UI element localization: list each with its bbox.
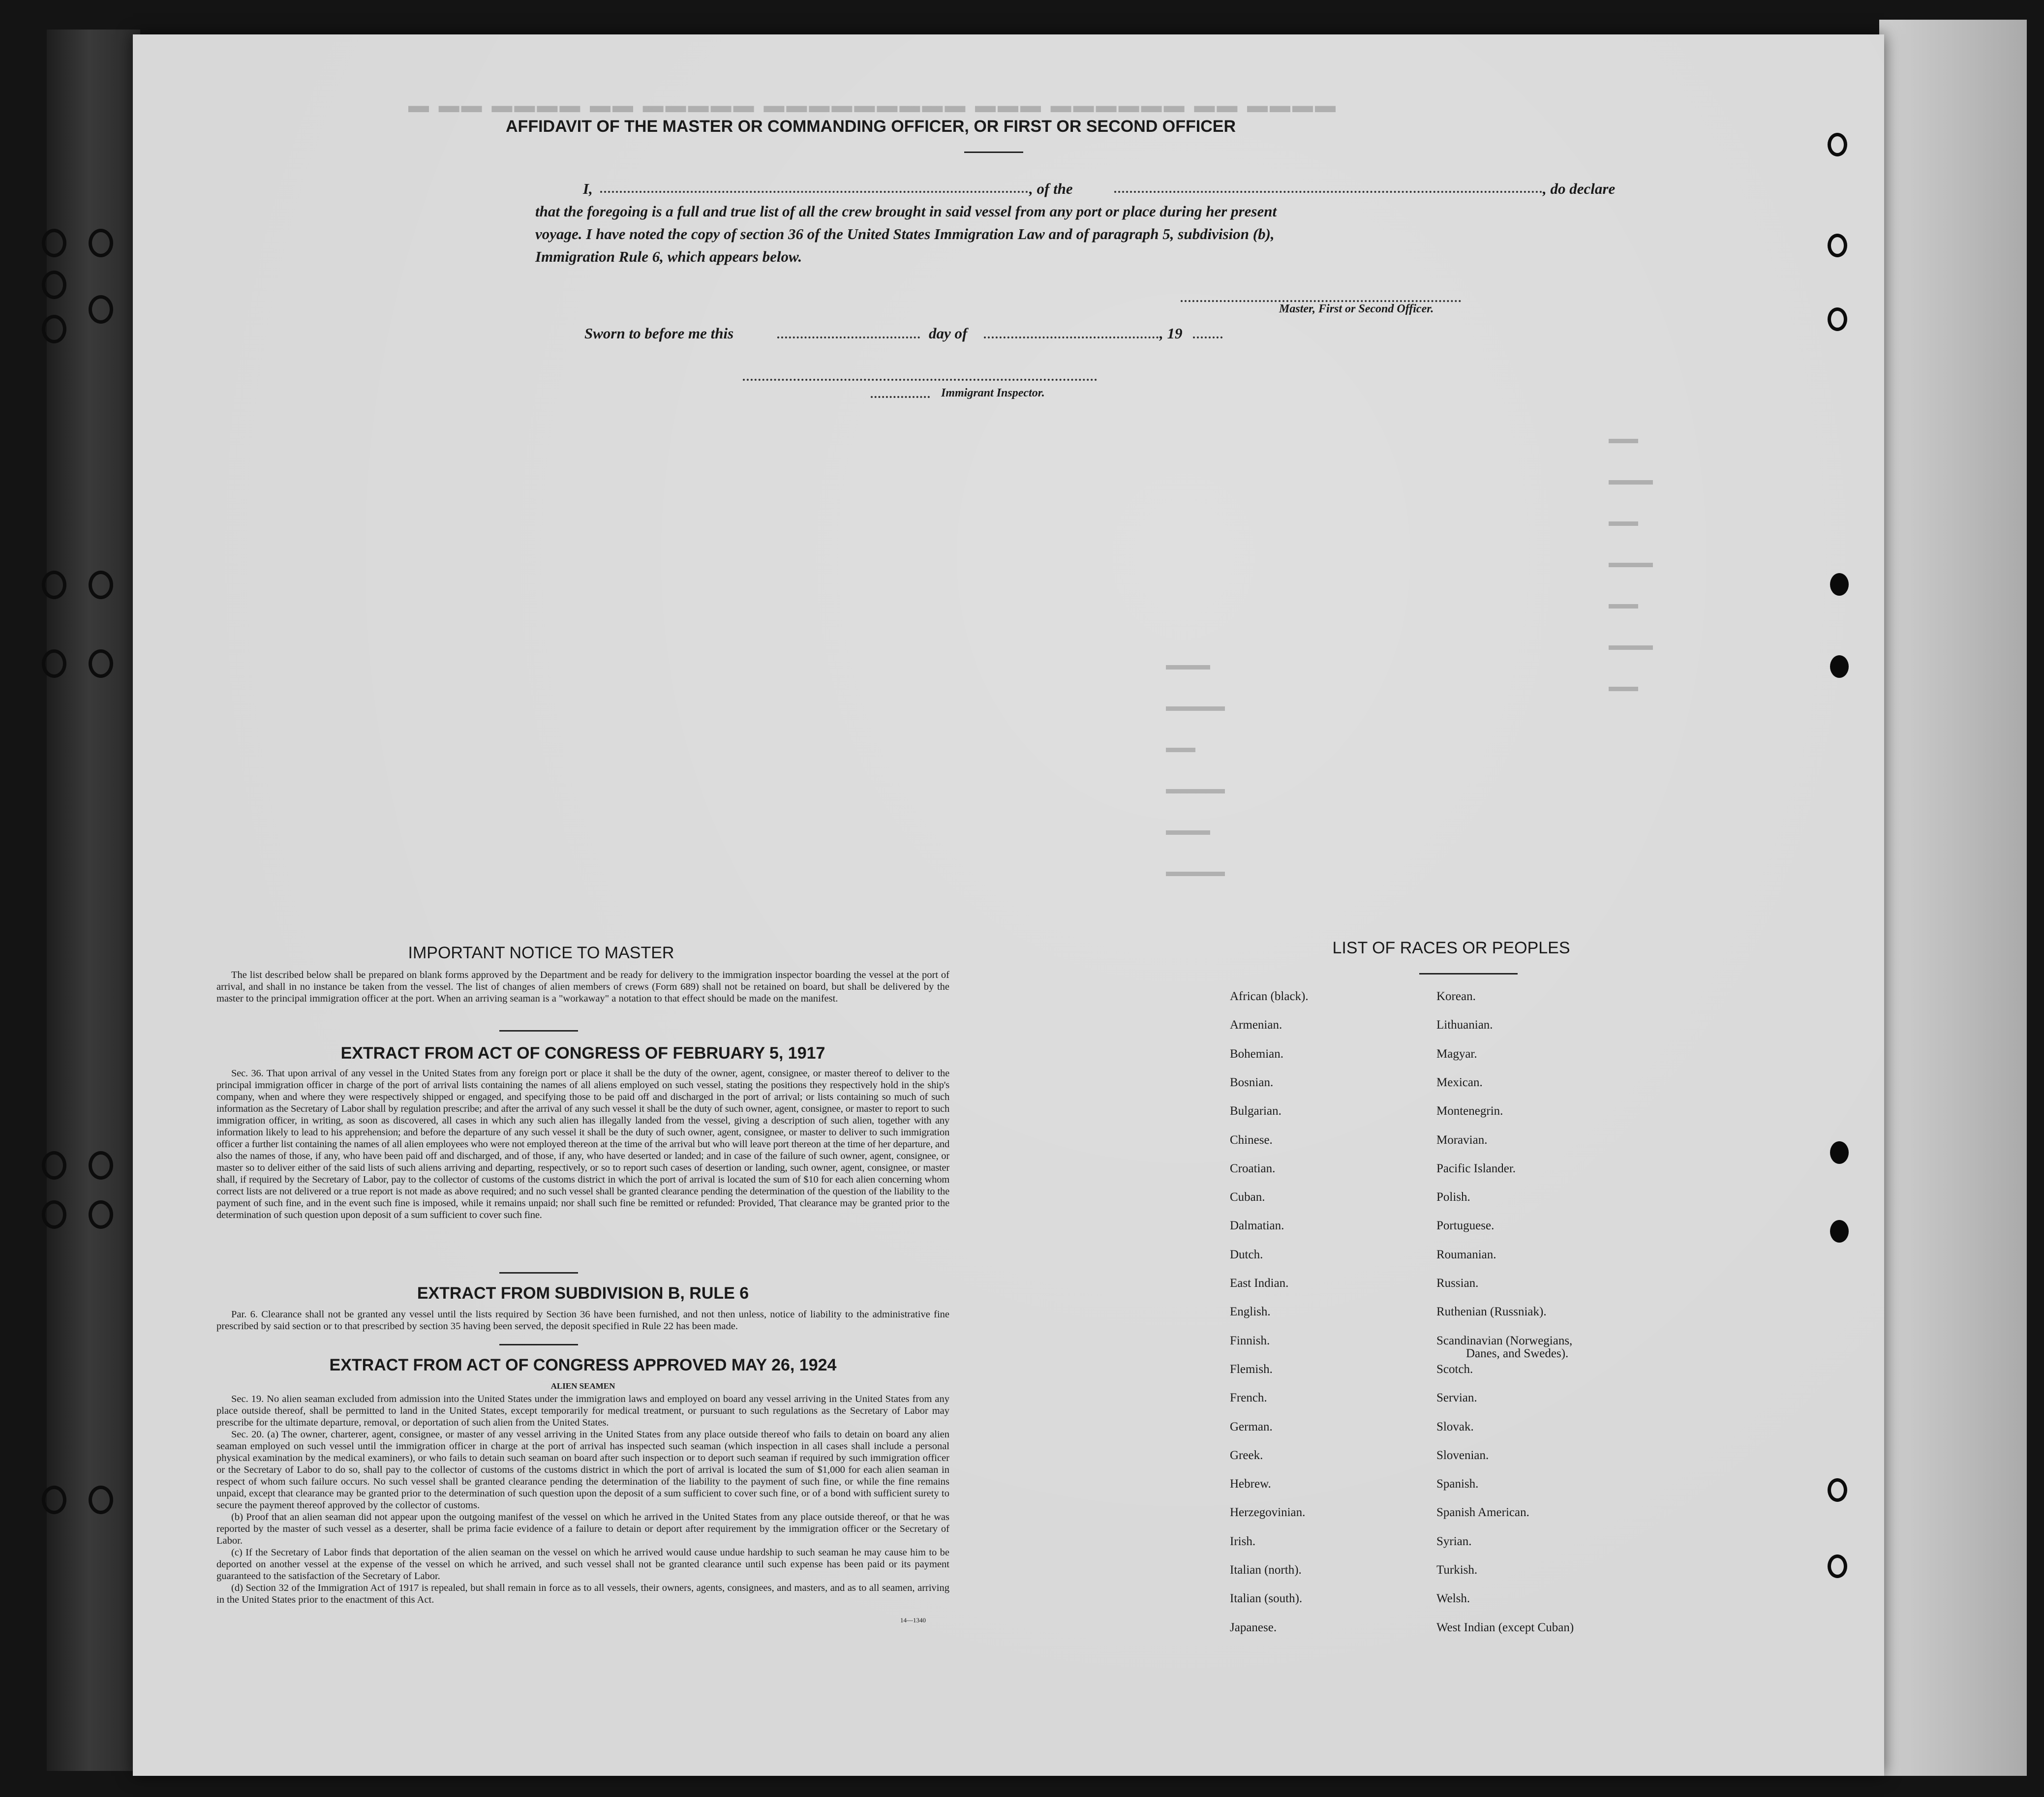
extract-1924-paragraph: Sec. 20. (a) The owner, charterer, agent, consignee, or master of any vessel arriving in the United States from any place outside thereof who fails to detain on board any alien seaman employed on such vessel until the immigration officer in charge at the port of arrival has inspected such seaman (which inspection in all cases shall include a personal physical examination by the medical examiners), or who fails to detain such seaman on board after such inspection or to deport such seaman if required by such immigration officer or the Secretary of Labor to do so, shall pay to the collector of customs of the customs district in which the port of arrival is located the sum of $1,000 for each alien seaman in respect of whom such failure occurs. No such vessel shall be granted clearance pending the determination of the liability to the payment of such fine, or while the fine remains unpaid, except that clearance may be granted prior to the determination of such question upon the deposit of a sum sufficient to cover such fine, or of a bond with sufficient surety to secure the payment thereof approved by the collector of customs. — [216, 1429, 949, 1511]
race-item: Welsh. — [1436, 1592, 1470, 1606]
binder-ring-icon — [89, 1486, 113, 1514]
binder-ring-icon — [42, 1486, 66, 1514]
affidavit-text-line: that the foregoing is a full and true list of all the crew brought in said vessel from any port or place during her present — [535, 203, 1277, 220]
affidavit-text-line: Immigration Rule 6, which appears below. — [535, 248, 802, 265]
race-item: English. — [1230, 1305, 1271, 1319]
inspector-signature-field[interactable] — [743, 379, 1097, 381]
binder-ring-icon — [1828, 1478, 1847, 1502]
divider — [499, 1272, 578, 1274]
right-binding-strip — [1879, 20, 2027, 1776]
race-item: Spanish American. — [1436, 1506, 1529, 1520]
race-item: Dutch. — [1230, 1248, 1263, 1261]
affidavit-declare-label: , do declare — [1543, 180, 1616, 197]
race-item: Lithuanian. — [1436, 1018, 1493, 1032]
affidavit-declarant-label: I, — [583, 180, 593, 197]
race-item: Turkish. — [1436, 1563, 1478, 1577]
inspector-caption: Immigrant Inspector. — [941, 387, 1045, 399]
affidavit-of-the-label: , of the — [1029, 180, 1073, 197]
divider — [499, 1344, 578, 1345]
race-item: Roumanian. — [1436, 1248, 1496, 1261]
binder-ring-icon — [89, 649, 113, 678]
race-item: Montenegrin. — [1436, 1104, 1503, 1118]
binder-ring-icon — [1828, 234, 1847, 257]
race-item: Servian. — [1436, 1391, 1477, 1405]
bleed-through-text: ▬ ▬▬ ▬▬▬▬ ▬▬ ▬▬▬▬▬ ▬▬▬▬▬▬▬▬▬ ▬▬▬ ▬▬▬▬▬▬ ▬▬ ▬▬▬▬ — [408, 93, 1338, 117]
declarant-name-field[interactable] — [600, 191, 1028, 193]
binder-ring-icon — [42, 315, 66, 343]
race-item: Cuban. — [1230, 1190, 1265, 1204]
divider — [964, 152, 1023, 153]
race-item: Slovak. — [1436, 1420, 1474, 1433]
sworn-year-label: , 19 — [1159, 325, 1183, 342]
binder-ring-icon — [89, 571, 113, 599]
bleed-through-text: ▬▬ ▬▬▬ ▬▬ ▬▬▬ ▬▬ ▬▬▬ ▬▬ — [1609, 430, 1653, 695]
race-item: Greek. — [1230, 1448, 1263, 1462]
race-item: Slovenian. — [1436, 1448, 1489, 1462]
race-item: Italian (south). — [1230, 1592, 1303, 1606]
binder-ring-icon — [89, 1200, 113, 1229]
binder-ring-icon — [42, 649, 66, 678]
race-item: Ruthenian (Russniak). — [1436, 1305, 1547, 1319]
race-item: Bohemian. — [1230, 1047, 1284, 1061]
extract-1924-subtitle: ALIEN SEAMEN — [550, 1381, 615, 1391]
extract-1924-paragraph: (d) Section 32 of the Immigration Act of 1917 is repealed, but shall remain in force as to all vessels, their owners, agents, consignees, and masters, and as to all seamen, arriving in the United States prior to the enactment of this Act. — [216, 1583, 949, 1605]
officer-signature-field[interactable] — [1181, 300, 1461, 302]
form-number: 14—1340 — [900, 1616, 926, 1624]
race-item: West Indian (except Cuban) — [1436, 1620, 1574, 1634]
sworn-day-label: day of — [929, 325, 968, 342]
race-item: Japanese. — [1230, 1620, 1277, 1634]
race-item: French. — [1230, 1391, 1267, 1405]
race-item: Croatian. — [1230, 1161, 1276, 1175]
races-title: LIST OF RACES OR PEOPLES — [1332, 939, 1570, 957]
race-item: Bosnian. — [1230, 1075, 1274, 1089]
race-item: Polish. — [1436, 1190, 1470, 1204]
divider — [1419, 973, 1518, 975]
bleed-through-text: ▬▬▬ ▬▬▬▬ ▬▬ ▬▬▬▬ ▬▬▬ ▬▬▬▬ — [1166, 657, 1225, 880]
race-item: Herzegovinian. — [1230, 1506, 1306, 1520]
punch-hole-icon — [1830, 573, 1849, 596]
race-item: Irish. — [1230, 1534, 1256, 1548]
extract-1917-title: EXTRACT FROM ACT OF CONGRESS OF FEBRUARY 5, 1917 — [340, 1044, 825, 1063]
extract-rule6-title: EXTRACT FROM SUBDIVISION B, RULE 6 — [417, 1284, 749, 1303]
race-item: Magyar. — [1436, 1047, 1477, 1061]
race-item: Korean. — [1436, 990, 1476, 1003]
race-item: Armenian. — [1230, 1018, 1282, 1032]
binder-ring-icon — [42, 271, 66, 299]
sworn-day-field[interactable] — [777, 336, 920, 338]
race-item: Hebrew. — [1230, 1477, 1271, 1491]
affidavit-text-line: voyage. I have noted the copy of section 36 of the United States Immigration Law and of paragraph 5, subdivision (b), — [535, 225, 1275, 243]
race-item: Mexican. — [1436, 1075, 1483, 1089]
race-item: Italian (north). — [1230, 1563, 1302, 1577]
extract-1924-body — [216, 1393, 949, 1606]
race-item: Bulgarian. — [1230, 1104, 1281, 1118]
manifest-page — [133, 34, 1884, 1776]
extract-1924-title: EXTRACT FROM ACT OF CONGRESS APPROVED MAY 26, 1924 — [329, 1356, 837, 1374]
binder-ring-icon — [1828, 133, 1847, 156]
binder-ring-icon — [42, 1151, 66, 1180]
affidavit-title: AFFIDAVIT OF THE MASTER OR COMMANDING OFFICER, OR FIRST OR SECOND OFFICER — [506, 117, 1236, 136]
binder-ring-icon — [1828, 307, 1847, 331]
binder-ring-icon — [1828, 1554, 1847, 1578]
punch-hole-icon — [1830, 1220, 1849, 1243]
sworn-year-field[interactable] — [1193, 336, 1222, 338]
binder-ring-icon — [42, 571, 66, 599]
race-item: Flemish. — [1230, 1362, 1273, 1376]
race-item: Scotch. — [1436, 1362, 1473, 1376]
sworn-label: Sworn to before me this — [584, 325, 734, 342]
extract-1924-paragraph: (c) If the Secretary of Labor finds that deportation of the alien seaman on the vessel on which he arrived would cause undue hardship to such seaman he may cause him to be deported on another vessel at the expense of the vessel on which he arrived, and such vessel shall not be granted clearance until such expense has been paid or its payment guaranteed to the satisfaction of the Secretary of Labor. — [216, 1547, 949, 1582]
punch-hole-icon — [1830, 1141, 1849, 1164]
binder-ring-icon — [42, 1200, 66, 1229]
race-item: Pacific Islander. — [1436, 1161, 1516, 1175]
race-item: Dalmatian. — [1230, 1219, 1284, 1233]
extract-1924-paragraph: Sec. 19. No alien seaman excluded from admission into the United States under the immigration laws and employed on board any vessel arriving in the United States from any place outside thereof, shall be permitted to land in the United States, except temporarily for medical treatment, or pursuant to such regulations as the Secretary of Labor may prescribe for the ultimate departure, removal, or deportation of such alien from the United States. — [216, 1394, 949, 1428]
extract-rule6-body: Par. 6. Clearance shall not be granted any vessel until the lists required by Section 36 have been furnished, and not then unless, notice of liability to the administrative fine prescribed by said section or to that prescribed by section 35 having been served, the deposit specified in Rule 22 has been made. — [216, 1309, 949, 1332]
binder-ring-icon — [42, 229, 66, 257]
race-item: Syrian. — [1436, 1534, 1472, 1548]
race-item: German. — [1230, 1420, 1273, 1433]
binder-ring-icon — [89, 1151, 113, 1180]
race-item-continuation: Danes, and Swedes). — [1466, 1346, 1569, 1360]
race-item: Portuguese. — [1436, 1219, 1495, 1233]
race-item: African (black). — [1230, 990, 1309, 1003]
race-item: Moravian. — [1436, 1133, 1488, 1147]
extract-1924-paragraph: (b) Proof that an alien seaman did not appear upon the outgoing manifest of the vessel on which he arrived in the United States from any place outside thereof, or that he was reported by the master of such vessel as a deserter, shall be prima facie evidence of a failure to detain or deport after requirement by the immigration officer or the Secretary of Labor. — [216, 1512, 949, 1546]
extract-1917-body: Sec. 36. That upon arrival of any vessel in the United States from any foreign port or place it shall be the duty of the owner, agent, consignee, or master thereof to deliver to the principal immigration officer in charge of the port of arrival lists containing the names of all aliens employed on such vessel, stating the positions they respectively hold in the ship's company, when and where they were respectively shipped or engaged, and specifying those to be paid off and discharged in the port of arrival; or lists containing so much of such information as the Secretary of Labor shall by regulation prescribe; and after the arrival of any such vessel it shall be the duty of such owner, agent, consignee, or master to report to such immigration officer, in writing, as soon as discovered, all cases in which any such alien has illegally landed from the vessel, giving a description of such alien, together with any information likely to lead to his apprehension; and before the departure of any such vessel it shall be the duty of such owner, agent, consignee, or master to deliver to such immigration officer a further list containing the names of all alien employees who were not employed thereon at the time of the arrival but who will leave port thereon at the time of her departure, and also the names of those, if any, who have been paid off and discharged, and of those, if any, who have deserted or landed; and in case of the failure of such owner, agent, consignee, or master so to deliver either of the said lists of such aliens arriving and departing, respectively, or so to report such cases of desertion or landing, such owner, agent, consignee, or master shall, if required by the Secretary of Labor, pay to the collector of customs of the customs district in which the port of arrival is located the sum of $10 for each alien concerning whom correct lists are not delivered or a true report is not made as above required; and no such vessel shall be granted clearance pending the determination of the question of the liability to the payment of such fine, and in the event such fine is imposed, while it remains unpaid; nor shall such fine be remitted or refunded: Provided, That clearance may be granted prior to the determination of such question upon deposit of a sum sufficient to cover such fine. — [216, 1068, 949, 1220]
race-item: Finnish. — [1230, 1334, 1270, 1347]
vessel-name-field[interactable] — [1114, 191, 1542, 193]
inspector-signature-line[interactable] — [871, 396, 930, 398]
officer-signature-caption: Master, First or Second Officer. — [1279, 303, 1434, 315]
race-item: East Indian. — [1230, 1277, 1289, 1290]
divider — [499, 1030, 578, 1032]
sworn-month-field[interactable] — [984, 336, 1159, 338]
race-item: Spanish. — [1436, 1477, 1479, 1491]
punch-hole-icon — [1830, 655, 1849, 678]
binder-ring-icon — [89, 295, 113, 324]
race-item: Scandinavian (Norwegians, — [1436, 1334, 1573, 1347]
binder-ring-icon — [89, 229, 113, 257]
notice-body: The list described below shall be prepared on blank forms approved by the Department and be ready for delivery to the immigration inspector boarding the vessel at the port of arrival, and shall in no instance be taken from the vessel. The list of changes of alien members of crews (Form 689) shall not be retained on board, but shall be delivered by the master to the principal immigration officer at the port. When an arriving seaman is a "workaway" a notation to that effect should be made on the manifest. — [216, 970, 949, 1004]
race-item: Russian. — [1436, 1277, 1479, 1290]
race-item: Chinese. — [1230, 1133, 1273, 1147]
notice-title: IMPORTANT NOTICE TO MASTER — [408, 944, 674, 962]
